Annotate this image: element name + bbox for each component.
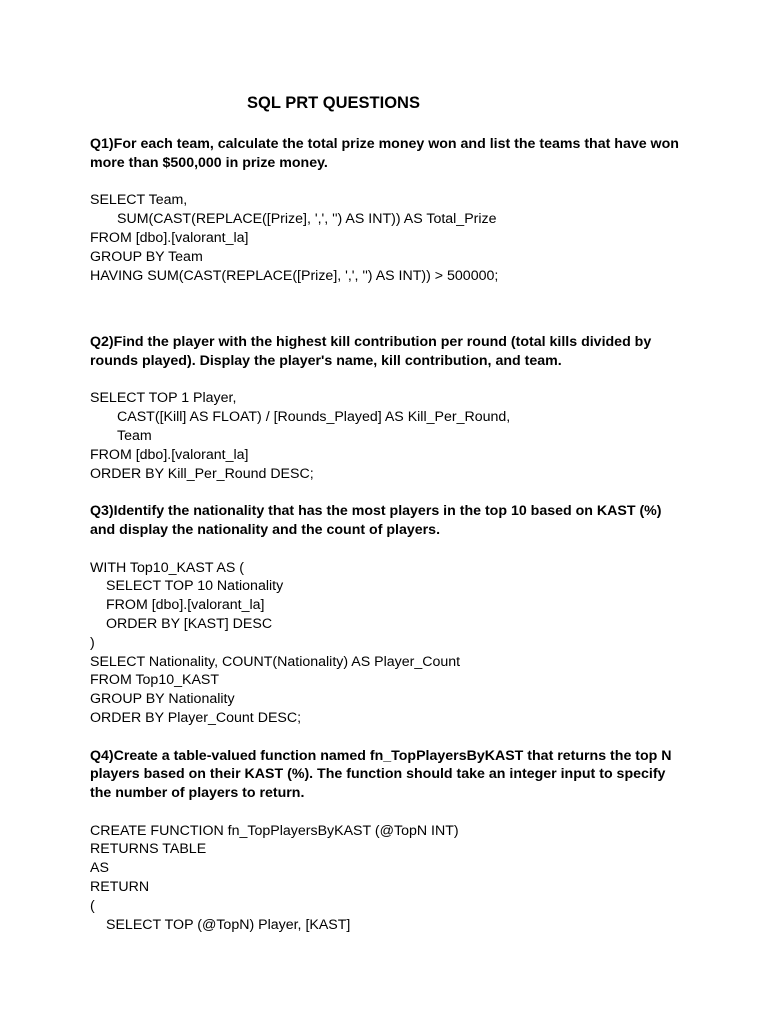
- code-line: FROM [dbo].[valorant_la]: [106, 597, 265, 614]
- code-line: SELECT TOP 10 Nationality: [106, 578, 284, 595]
- code-line: AS: [90, 860, 109, 877]
- question-2-code: [90, 389, 690, 483]
- code-line: SELECT Nationality, COUNT(Nationality) AS Player_Count: [90, 653, 461, 670]
- code-line: ): [90, 634, 95, 651]
- code-line: SELECT Team,: [90, 192, 188, 209]
- code-line: FROM [dbo].[valorant_la]: [90, 229, 249, 246]
- code-line: ORDER BY Kill_Per_Round DESC;: [90, 465, 314, 482]
- question-1-section: [90, 135, 690, 285]
- question-2-text: Q2)Find the player with the highest kill contribution per round (total kills divided by rounds played). Display the player's name, kill contribution, and team.: [90, 333, 652, 369]
- question-4-text: Q4)Create a table-valued function named fn_TopPlayersByKAST that returns the top N players based on their KAST (%). The function should take an integer input to specify the number of players to return.: [90, 747, 672, 802]
- question-3-code: [90, 559, 690, 728]
- document-body: [90, 135, 690, 934]
- document-title: SQL PRT QUESTIONS: [247, 94, 420, 112]
- question-3-section: [90, 502, 690, 728]
- code-line: ORDER BY [KAST] DESC: [106, 615, 273, 632]
- question-4-code: [90, 822, 690, 935]
- code-line: (: [90, 897, 95, 914]
- code-line: RETURN: [90, 879, 150, 896]
- code-line: CREATE FUNCTION fn_TopPlayersByKAST (@TopN INT): [90, 822, 459, 839]
- code-line: ORDER BY Player_Count DESC;: [90, 709, 302, 726]
- code-line: SELECT TOP (@TopN) Player, [KAST]: [106, 916, 351, 933]
- question-1-code: [90, 191, 690, 285]
- code-line: GROUP BY Nationality: [90, 691, 235, 708]
- code-line: HAVING SUM(CAST(REPLACE([Prize], ',', '') AS INT)) > 500000;: [90, 267, 499, 284]
- code-line: FROM [dbo].[valorant_la]: [90, 446, 249, 463]
- question-1-text: Q1)For each team, calculate the total prize money won and list the teams that have won more than $500,000 in prize money.: [90, 136, 679, 171]
- code-line: RETURNS TABLE: [90, 841, 207, 858]
- question-2-section: [90, 333, 690, 483]
- question-4-section: [90, 747, 690, 935]
- question-3-text: Q3)Identify the nationality that has the most players in the top 10 based on KAST (%) and display the nationality and the count of players.: [90, 503, 662, 538]
- code-line: SUM(CAST(REPLACE([Prize], ',', '') AS INT)) AS Total_Prize: [117, 211, 497, 228]
- code-line: WITH Top10_KAST AS (: [90, 559, 245, 576]
- code-line: GROUP BY Team: [90, 248, 203, 265]
- code-line: SELECT TOP 1 Player,: [90, 390, 237, 407]
- code-line: FROM Top10_KAST: [90, 672, 220, 689]
- code-line: CAST([Kill] AS FLOAT) / [Rounds_Played] AS Kill_Per_Round,: [117, 409, 511, 426]
- code-line: Team: [117, 427, 152, 444]
